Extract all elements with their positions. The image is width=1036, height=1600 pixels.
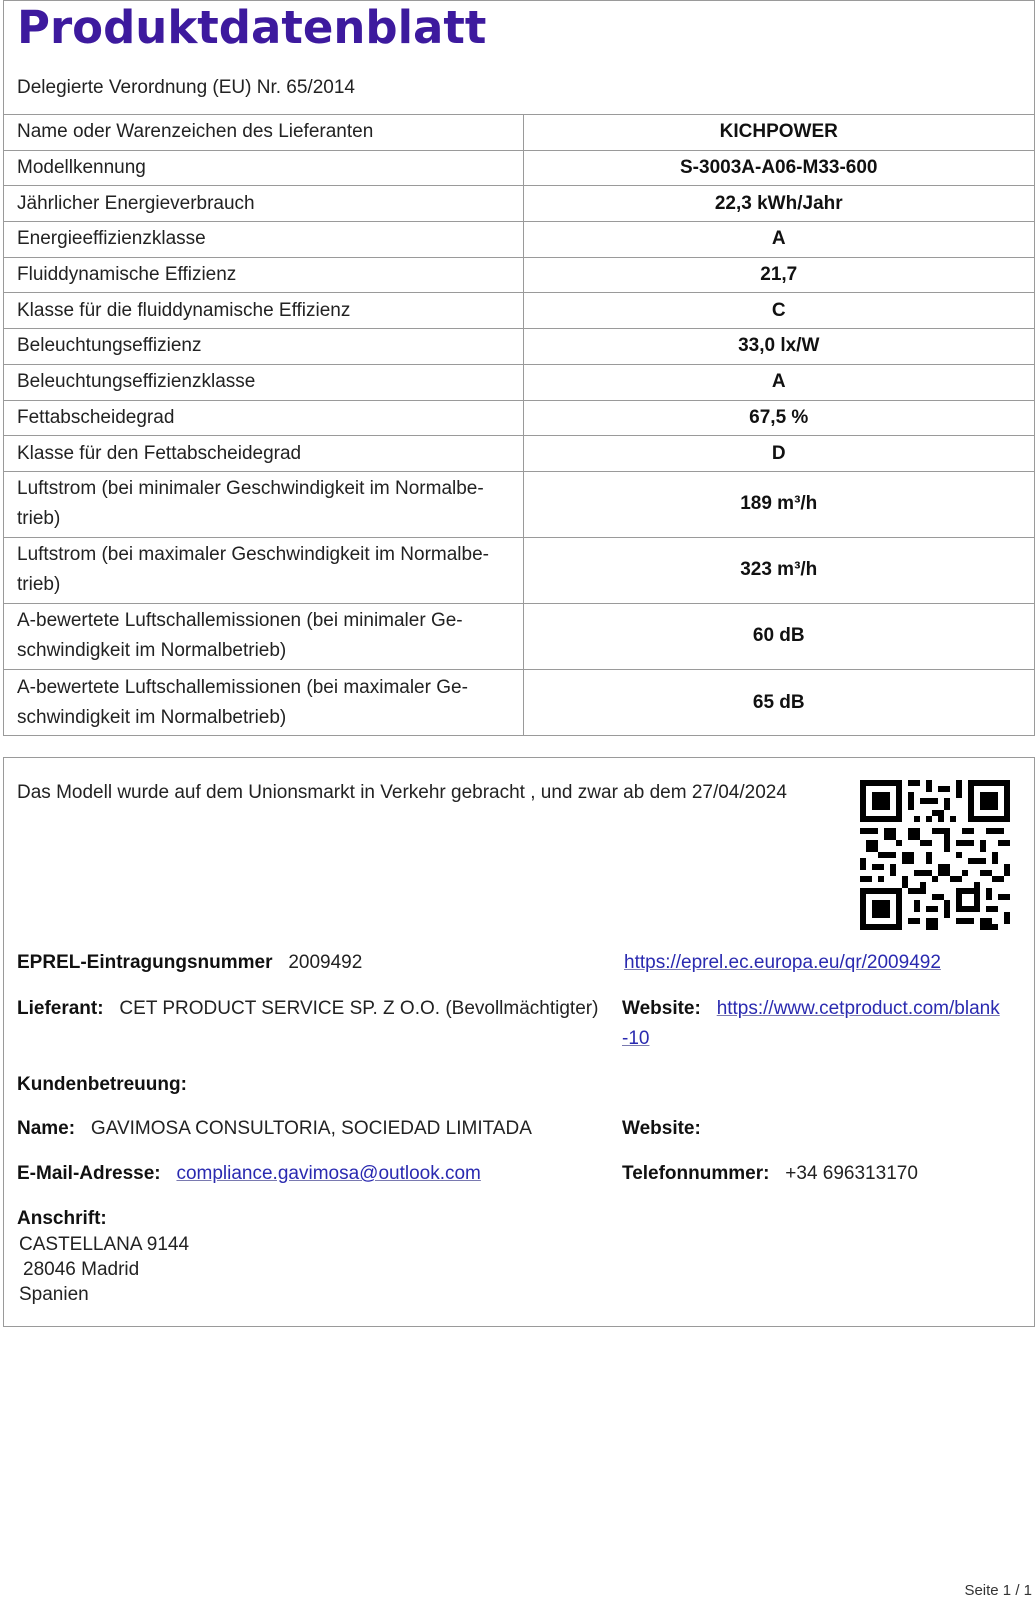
spec-value: 189 m³/h: [523, 471, 1034, 537]
table-row: [4, 669, 1034, 735]
email-link[interactable]: compliance.gavimosa@outlook.com: [176, 1163, 481, 1184]
table-row: [4, 400, 1034, 436]
spec-value: S-3003A-A06-M33-600: [523, 150, 1034, 186]
table-row: [4, 537, 1034, 603]
phone-number: +34 696313170: [785, 1163, 918, 1184]
address-label: Anschrift:: [17, 1208, 107, 1229]
eprel-label: EPREL-Eintragungsnummer: [17, 952, 273, 973]
supplier-label: Lieferant:: [17, 998, 104, 1019]
table-row: [4, 293, 1034, 329]
table-row: [4, 222, 1034, 258]
table-row: [4, 471, 1034, 537]
address-line: 28046 Madrid: [23, 1259, 140, 1280]
spec-label: Fettabscheidegrad: [4, 400, 523, 436]
phone-row: [622, 1163, 918, 1185]
spec-value: 323 m³/h: [523, 537, 1034, 603]
page-number: Seite 1 / 1: [964, 1582, 1032, 1599]
spec-value: C: [523, 293, 1034, 329]
market-date-text: Das Modell wurde auf dem Unionsmarkt in Verkehr gebracht , und zwar ab dem 27/04/2024: [17, 782, 787, 803]
spec-label: A-bewertete Luftschallemissionen (bei minimaler Ge-schwindigkeit im Normalbetrieb): [4, 603, 523, 669]
spec-label: Beleuchtungseffizienz: [4, 329, 523, 365]
spec-value: 21,7: [523, 257, 1034, 293]
spec-label: Klasse für die fluiddynamische Effizienz: [4, 293, 523, 329]
customer-website-label: Website:: [622, 1118, 701, 1139]
spec-value: D: [523, 436, 1034, 472]
address-line: Spanien: [19, 1284, 89, 1305]
spec-label: A-bewertete Luftschallemissionen (bei maximaler Ge-schwindigkeit im Normalbetrieb): [4, 669, 523, 735]
spec-label: Luftstrom (bei minimaler Geschwindigkeit im Normalbe-trieb): [4, 471, 523, 537]
regulation-reference: Delegierte Verordnung (EU) Nr. 65/2014: [17, 77, 355, 98]
spec-value: 22,3 kWh/Jahr: [523, 186, 1034, 222]
supplier-website-label: Website:: [622, 998, 701, 1019]
page-title: Produktdatenblatt: [17, 1, 487, 54]
spec-label: Modellkennung: [4, 150, 523, 186]
spec-value: 60 dB: [523, 603, 1034, 669]
product-data-sheet: [3, 0, 1035, 736]
table-row: [4, 150, 1034, 186]
eprel-link[interactable]: https://eprel.ec.europa.eu/qr/2009492: [624, 952, 941, 973]
spec-value: A: [523, 364, 1034, 400]
eprel-number: 2009492: [288, 952, 363, 973]
spec-label: Luftstrom (bei maximaler Geschwindigkeit im Normalbe-trieb): [4, 537, 523, 603]
spec-value: KICHPOWER: [523, 115, 1034, 151]
spec-table: [4, 114, 1034, 735]
customer-service-heading: Kundenbetreuung:: [17, 1074, 187, 1095]
supplier-name: CET PRODUCT SERVICE SP. Z O.O. (Bevollmächtigter): [119, 998, 599, 1019]
supplier-info-box: [3, 757, 1035, 1327]
spec-value: 65 dB: [523, 669, 1034, 735]
spec-label: Jährlicher Energieverbrauch: [4, 186, 523, 222]
table-row: [4, 364, 1034, 400]
table-row: [4, 257, 1034, 293]
eprel-row: [17, 952, 362, 974]
qr-code-icon[interactable]: [860, 780, 1010, 930]
customer-name-label: Name:: [17, 1118, 76, 1139]
spec-label: Energieeffizienzklasse: [4, 222, 523, 258]
email-label: E-Mail-Adresse:: [17, 1163, 161, 1184]
table-row: [4, 329, 1034, 365]
supplier-website-row: [622, 998, 1000, 1020]
customer-name-row: [17, 1118, 532, 1140]
table-row: [4, 603, 1034, 669]
email-row: [17, 1163, 481, 1185]
spec-value: 33,0 lx/W: [523, 329, 1034, 365]
address-line: CASTELLANA 9144: [19, 1234, 190, 1255]
customer-name: GAVIMOSA CONSULTORIA, SOCIEDAD LIMITADA: [90, 1118, 532, 1139]
table-row: [4, 115, 1034, 151]
spec-label: Name oder Warenzeichen des Lieferanten: [4, 115, 523, 151]
supplier-website-link[interactable]: https://www.cetproduct.com/blank: [716, 998, 1000, 1019]
spec-label: Klasse für den Fettabscheidegrad: [4, 436, 523, 472]
table-row: [4, 436, 1034, 472]
supplier-row: [17, 998, 598, 1020]
spec-label: Beleuchtungseffizienzklasse: [4, 364, 523, 400]
table-row: [4, 186, 1034, 222]
spec-label: Fluiddynamische Effizienz: [4, 257, 523, 293]
phone-label: Telefonnummer:: [622, 1163, 770, 1184]
supplier-website-link-continuation[interactable]: -10: [622, 1028, 650, 1049]
spec-value: A: [523, 222, 1034, 258]
spec-value: 67,5 %: [523, 400, 1034, 436]
